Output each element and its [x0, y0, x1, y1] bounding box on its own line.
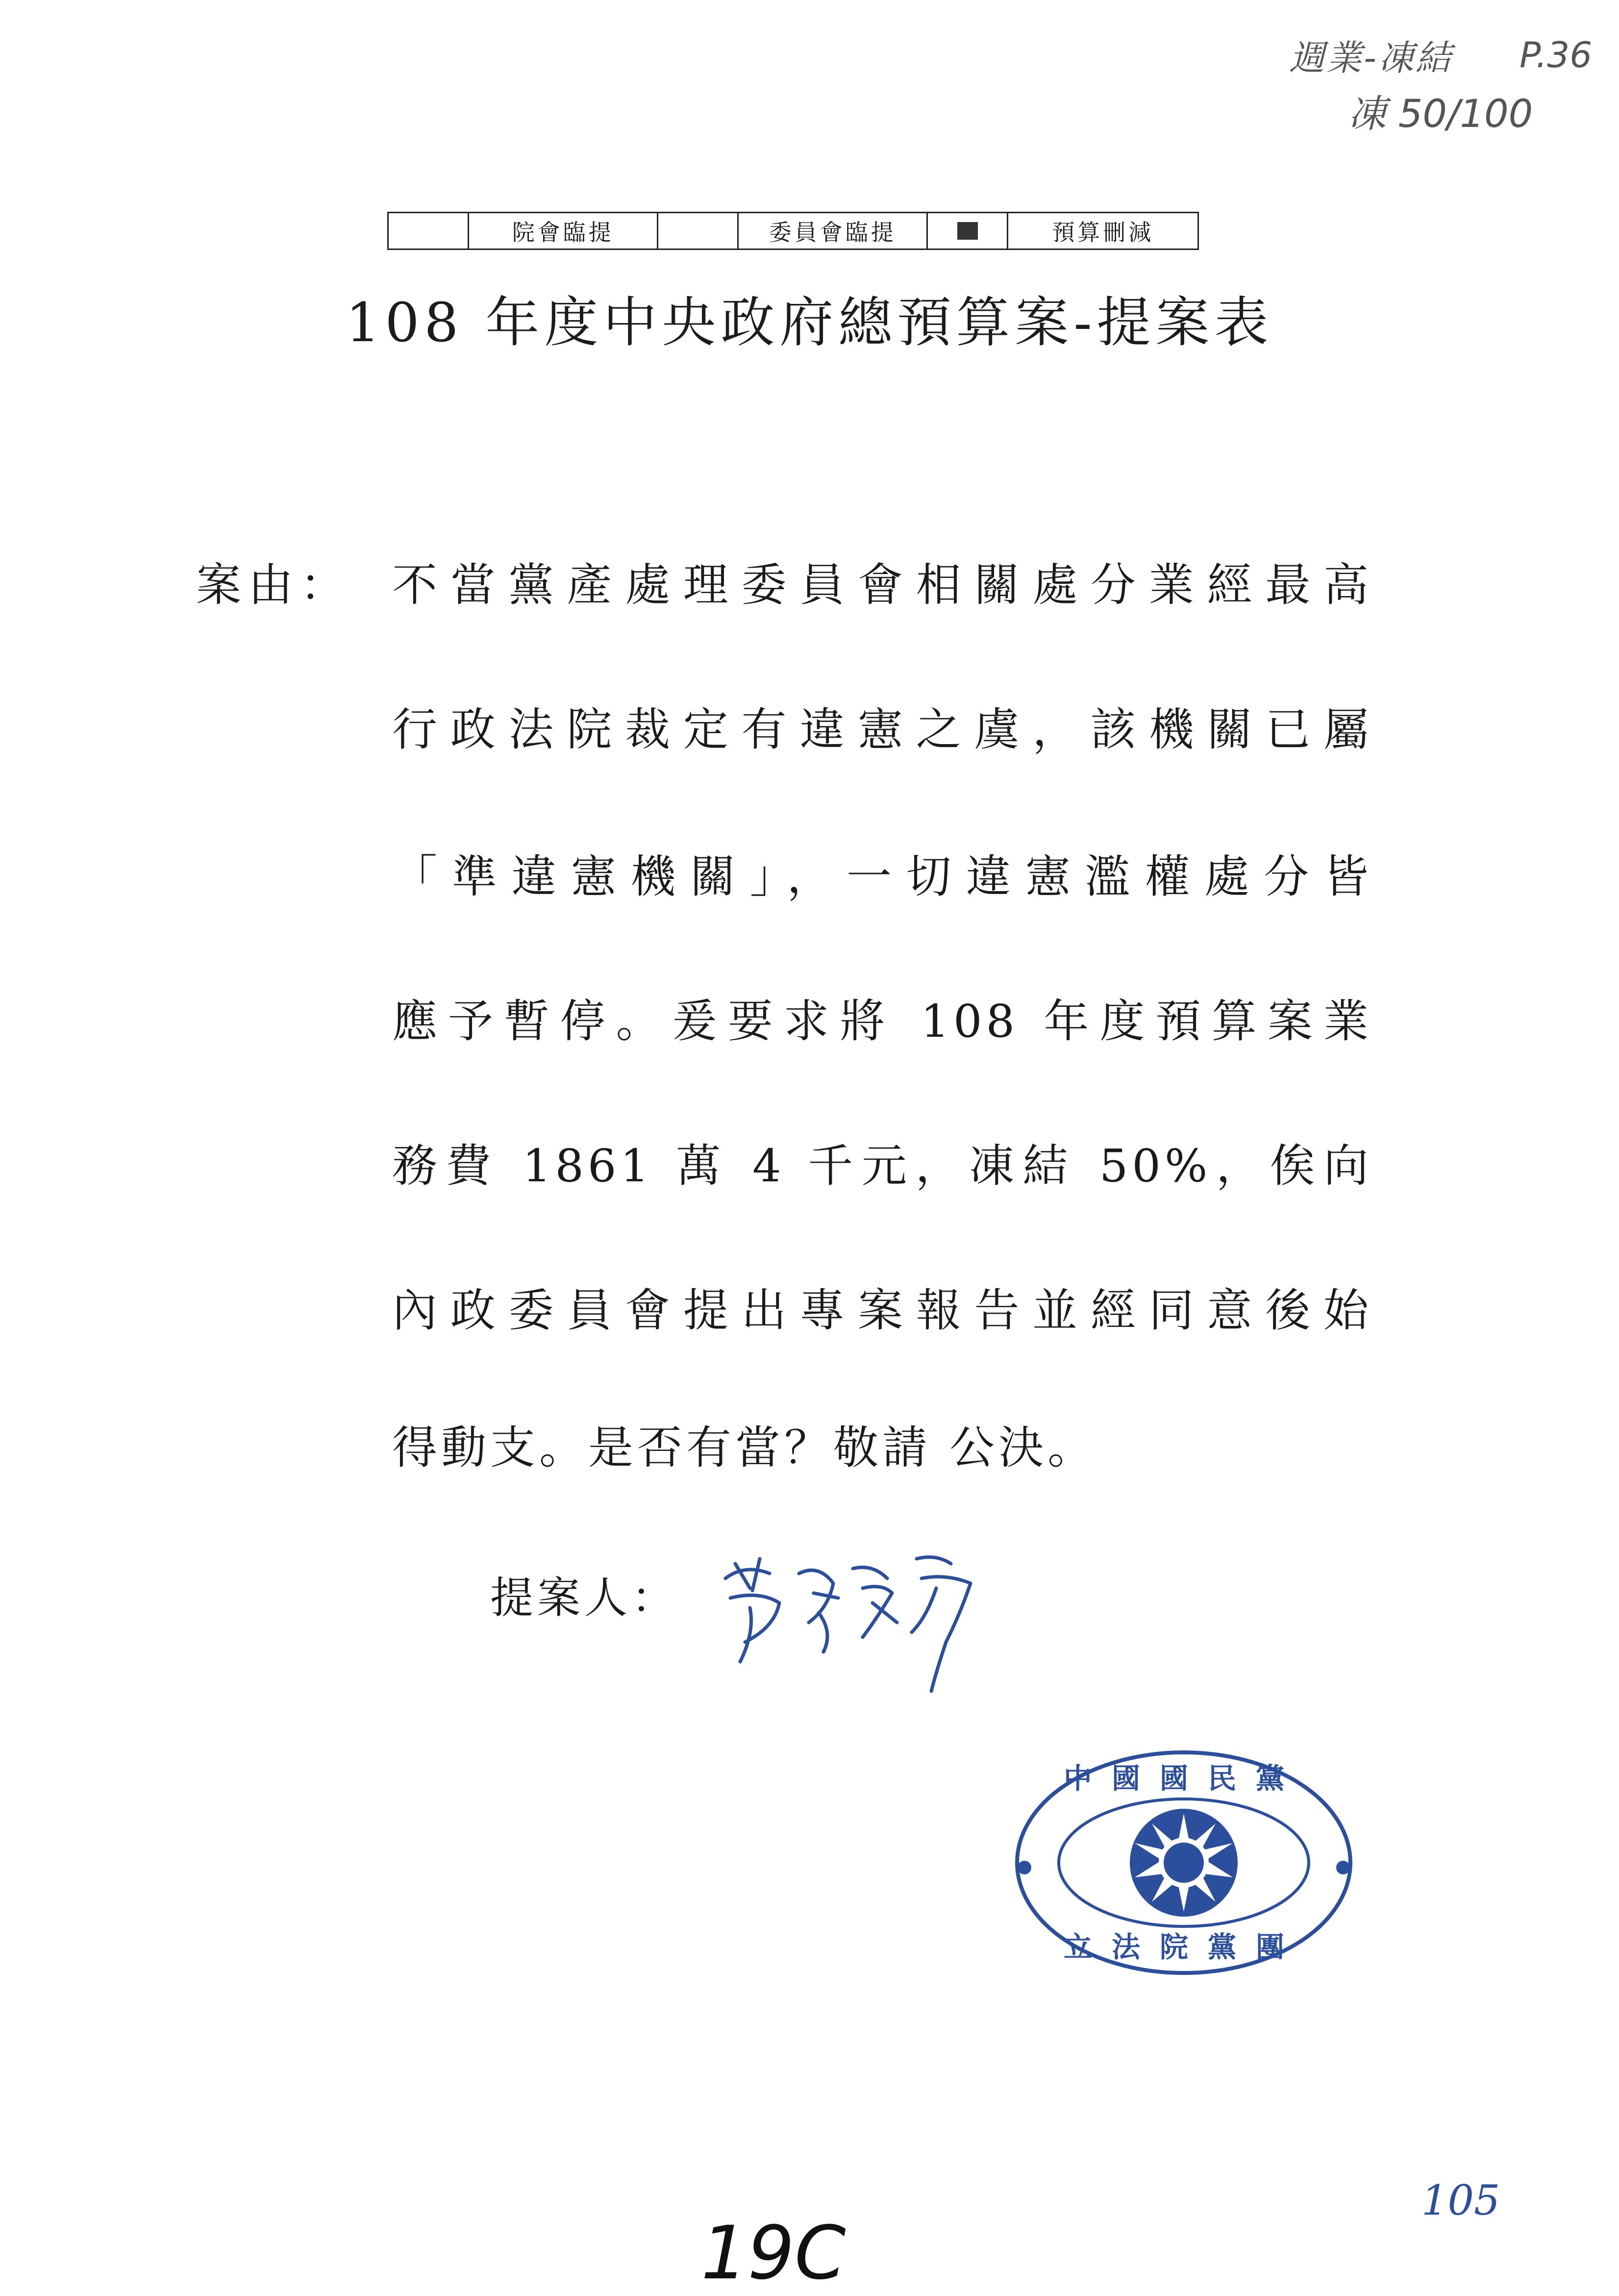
label-committee-motion: 委員會臨提 [739, 213, 928, 249]
stamp-text-top: 中國國民黨 [1063, 1762, 1304, 1795]
label-floor-motion: 院會臨提 [469, 213, 658, 249]
handwritten-bottom-mark: 19C [701, 2211, 846, 2296]
page-number: 105 [1421, 2176, 1500, 2224]
checkbox-floor-motion[interactable] [389, 213, 469, 249]
proposer-signature [716, 1544, 990, 1696]
reason-line: 務費 1861 萬 4 千元，凍結 50%，俟向 [392, 1140, 1372, 1192]
stamp-text-bottom: 立法院黨團 [1063, 1930, 1304, 1964]
handwritten-note-page-ref: P.36 [1519, 34, 1593, 75]
reason-line: 內政委員會提出專案報告並經同意後始 [392, 1284, 1372, 1337]
reason-line: 得動支。是否有當？敬請 公決。 [392, 1422, 1097, 1474]
handwritten-note-category: 週業-凍結 [1289, 37, 1453, 78]
label-budget-cut: 預算刪減 [1052, 219, 1154, 246]
reason-line: 「準違憲機關」，一切違憲濫權處分皆 [392, 850, 1372, 903]
party-caucus-stamp [1010, 1745, 1358, 1980]
checkbox-committee-motion[interactable] [658, 213, 739, 249]
reason-label: 案由： [196, 559, 352, 611]
proposer-label: 提案人： [490, 1572, 679, 1623]
handwritten-note-freeze: 凍 50/100 [1348, 92, 1533, 136]
checkbox-budget-cut[interactable] [928, 213, 1008, 249]
category-table [387, 212, 1199, 250]
reason-line: 應予暫停。爰要求將 108 年度預算案業 [392, 995, 1372, 1048]
reason-line: 行政法院裁定有違憲之虞，該機關已屬 [392, 703, 1372, 756]
reason-line: 不當黨產處理委員會相關處分業經最高 [392, 559, 1372, 611]
document-title: 108 年度中央政府總預算案-提案表 [346, 291, 1273, 354]
checked-mark [957, 222, 978, 240]
